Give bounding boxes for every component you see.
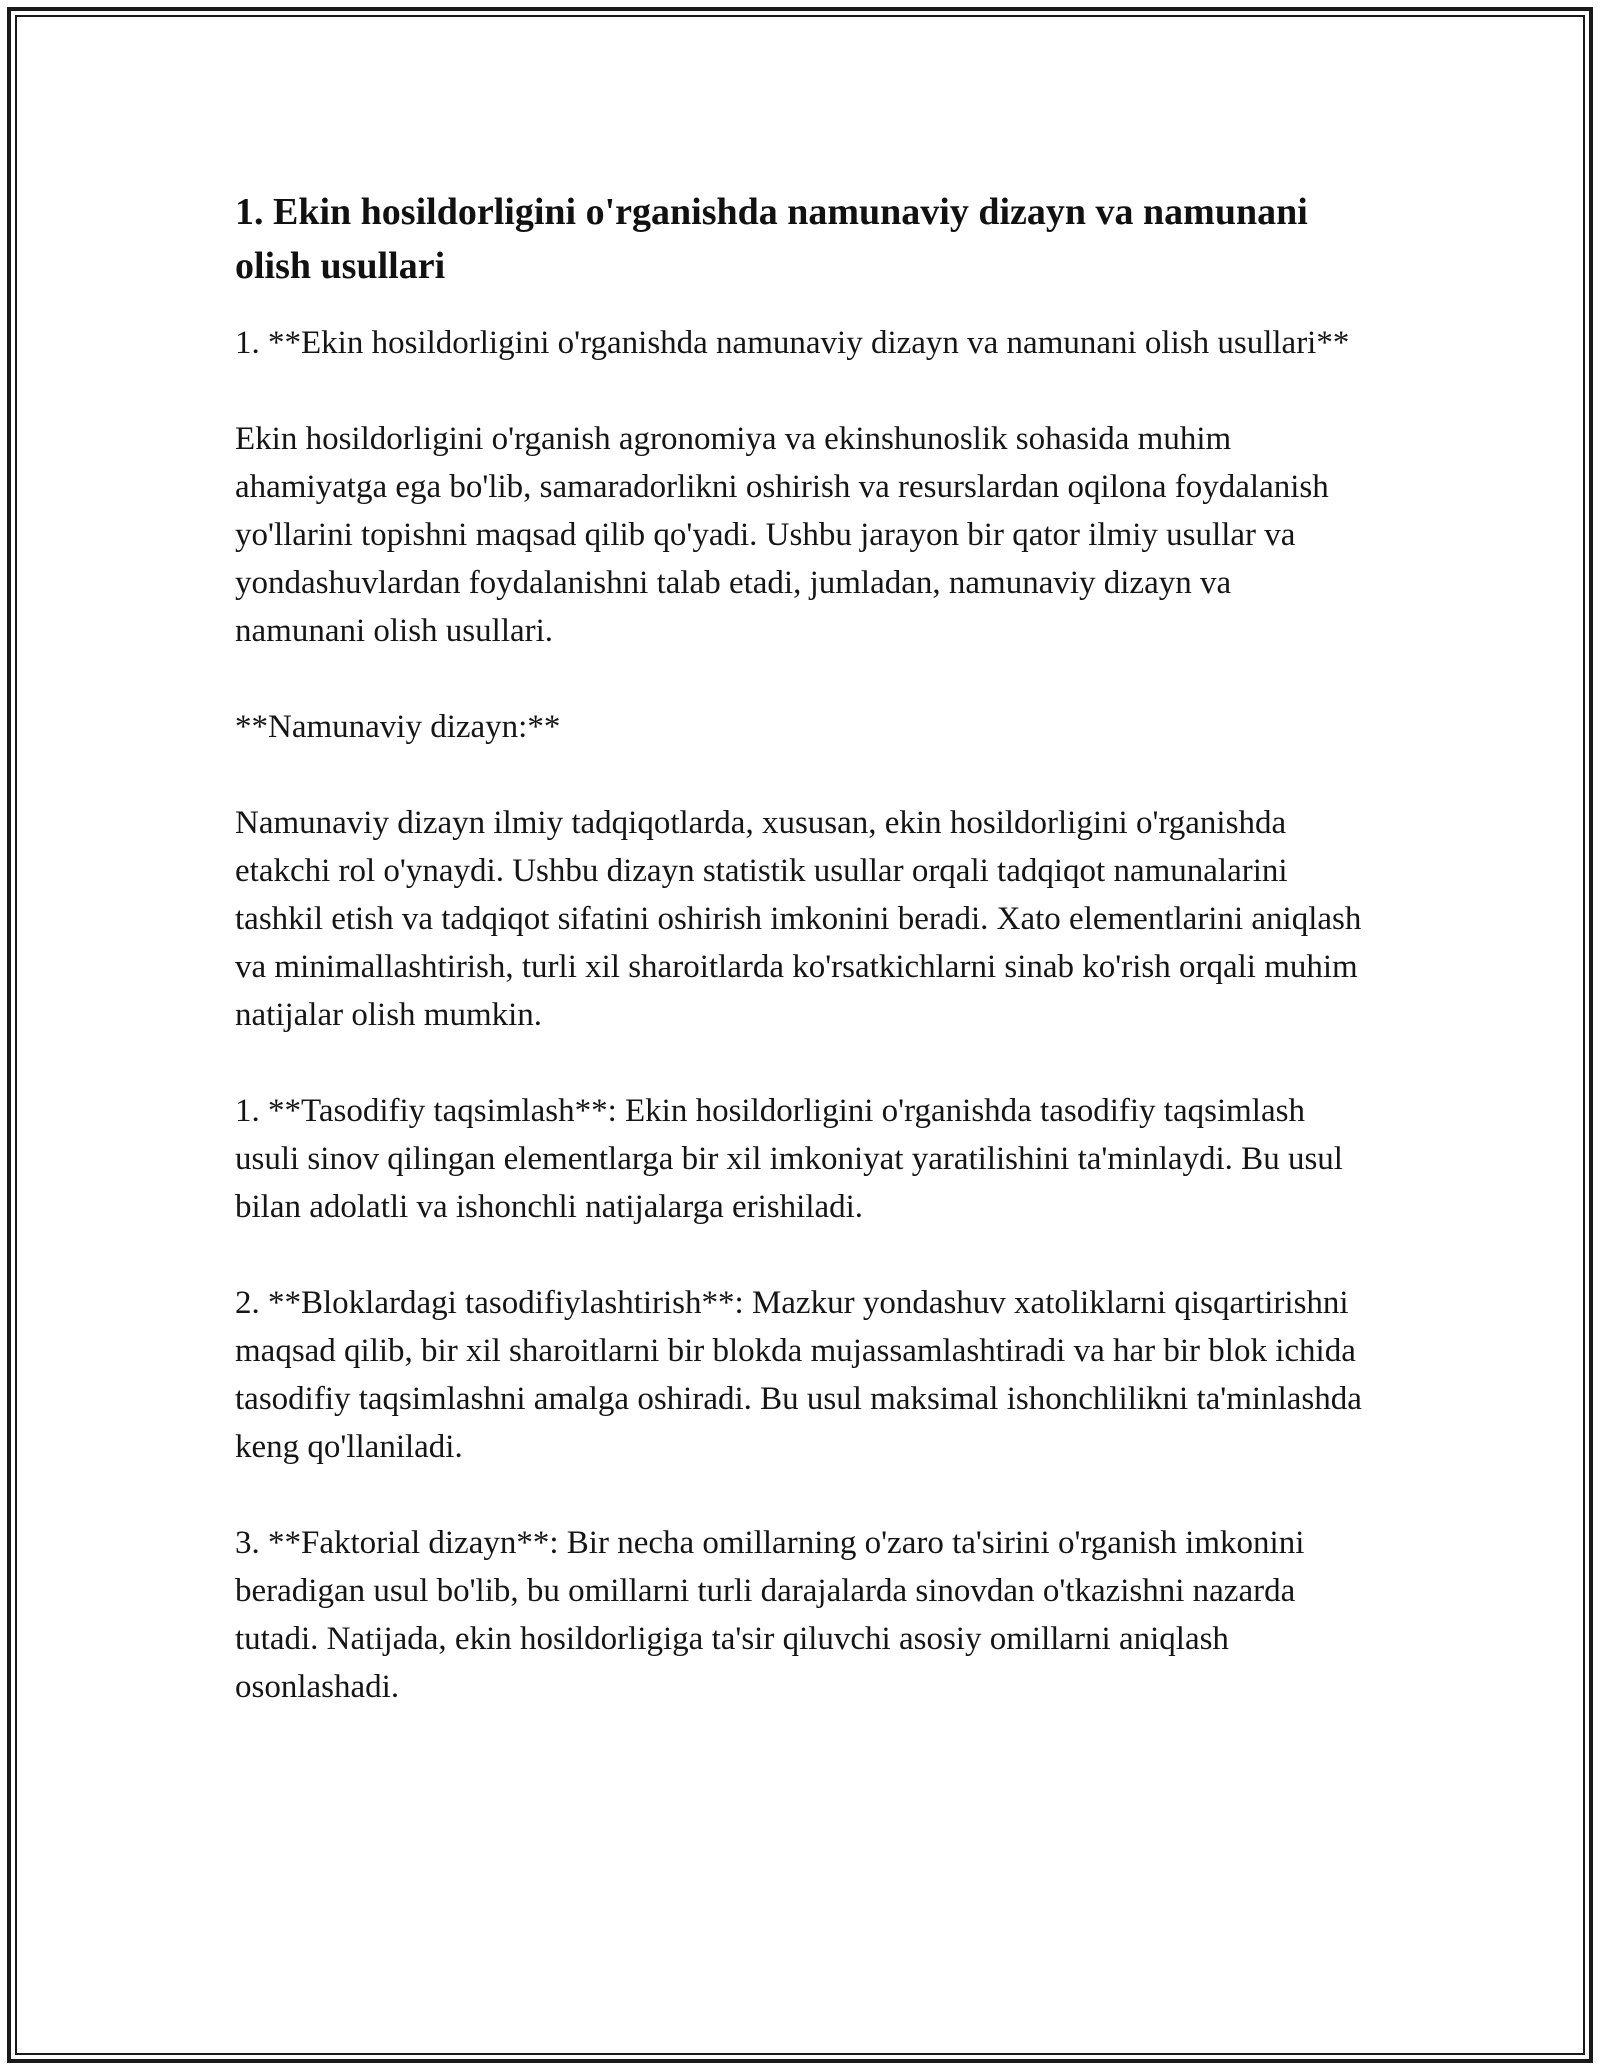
list-item-bloklardagi-tasodifiylashtirish: 2. **Bloklardagi tasodifiylashtirish**: Mazkur yondashuv xatoliklarni qisqartirishni maqsad qilib, bir xil sharoitlarni bir blokda mujassamlashtiradi va har bir blok ichida tasodifiy taqsimlashni amalga oshiradi. Bu usul maksimal ishonchlilikni ta'minlashda keng qo'llaniladi.	[235, 1285, 1362, 1465]
document-title: 1. Ekin hosildorligini o'rganishda namunaviy dizayn va namunani olish usullari	[235, 191, 1308, 287]
paragraph-namunaviy-dizayn: Namunaviy dizayn ilmiy tadqiqotlarda, xususan, ekin hosildorligini o'rganishda etakchi rol o'ynaydi. Ushbu dizayn statistik usullar orqali tadqiqot namunalarini tashkil etish va tadqiqot sifatini oshirish imkonini beradi. Xato elementlarini aniqlash va minimallashtirish, turli xil sharoitlarda ko'rsatkichlarni sinab ko'rish orqali muhim natijalar olish mumkin.	[235, 805, 1362, 1033]
paragraph-intro: Ekin hosildorligini o'rganish agronomiya va ekinshunoslik sohasida muhim ahamiyatga ega bo'lib, samaradorlikni oshirish va resurslardan oqilona foydalanish yo'llarini topishni maqsad qilib qo'yadi. Ushbu jarayon bir qator ilmiy usullar va yondashuvlardan foydalanishni talab etadi, jumladan, namunaviy dizayn va namunani olish usullari.	[235, 421, 1329, 649]
list-item-tasodifiy-taqsimlash: 1. **Tasodifiy taqsimlash**: Ekin hosildorligini o'rganishda tasodifiy taqsimlash usuli sinov qilingan elementlarga bir xil imkoniyat yaratilishini ta'minlaydi. Bu usul bilan adolatli va ishonchli natijalarga erishiladi.	[235, 1093, 1343, 1225]
paragraph-section-heading: 1. **Ekin hosildorligini o'rganishda namunaviy dizayn va namunani olish usullari**	[235, 325, 1350, 361]
document-body	[235, 185, 1365, 1759]
list-item-faktorial-dizayn: 3. **Faktorial dizayn**: Bir necha omillarning o'zaro ta'sirini o'rganish imkonini beradigan usul bo'lib, bu omillarni turli darajalarda sinovdan o'tkazishni nazarda tutadi. Natijada, ekin hosildorligiga ta'sir qiluvchi asosiy omillarni aniqlash osonlashadi.	[235, 1525, 1305, 1705]
paragraph-subheading-namunaviy-dizayn: **Namunaviy dizayn:**	[235, 709, 561, 745]
